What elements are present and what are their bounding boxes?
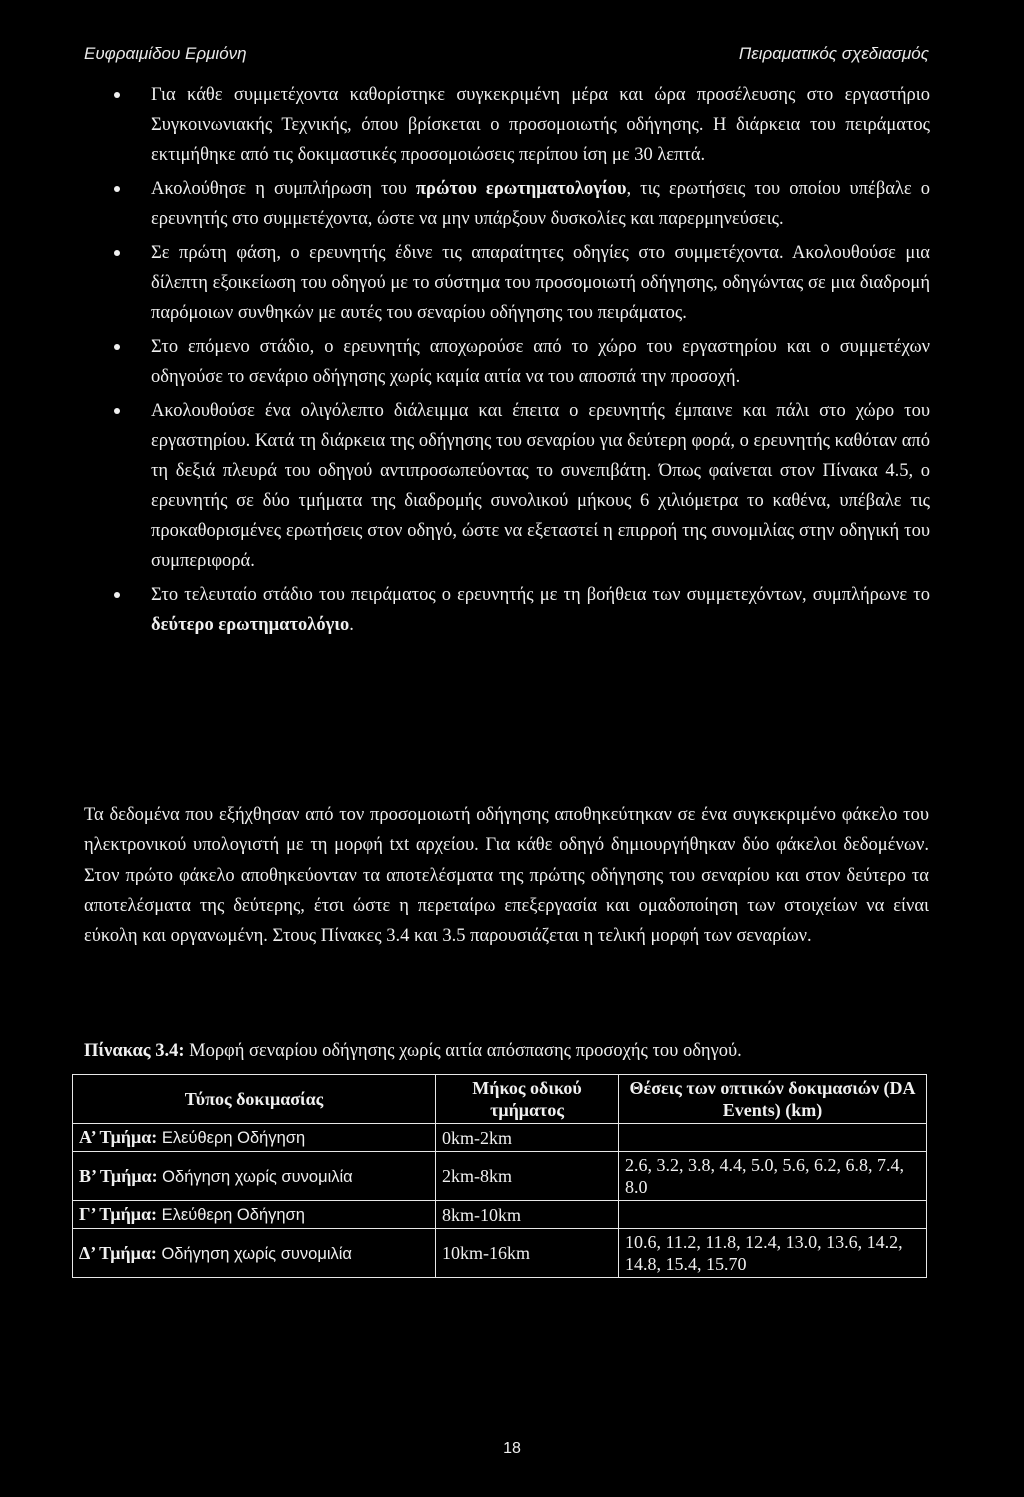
table-caption-label: Πίνακας 3.4: bbox=[84, 1041, 185, 1061]
list-item-text: Για κάθε συμμετέχοντα καθορίστηκε συγκεκριμένη μέρα και ώρα προσέλευσης στο εργαστήριο Συγκοινωνιακής Τεχνικής, όπου βρίσκεται ο προσομοιωτής οδήγησης. Η διάρκεια του πειράματος εκτιμήθηκε από τις δοκιμαστικές προσομοιώσεις περίπου ίση με 30 λεπτά. bbox=[151, 85, 930, 165]
cell-events: 2.6, 3.2, 3.8, 4.4, 5.0, 5.6, 6.2, 6.8, 7.4, 8.0 bbox=[619, 1152, 927, 1201]
segment-label: Γ’ Τμήμα: bbox=[79, 1204, 158, 1224]
cell-test-type bbox=[73, 1229, 436, 1278]
scenario-table bbox=[72, 1074, 927, 1278]
cell-test-type bbox=[73, 1152, 436, 1201]
second-questionnaire-bold: δεύτερο ερωτηματολόγιο bbox=[151, 615, 350, 635]
list-item-text-end: . bbox=[349, 615, 354, 635]
bullet-icon bbox=[114, 250, 120, 256]
procedure-list bbox=[110, 80, 930, 644]
page-number: 18 bbox=[503, 1440, 521, 1457]
segment-label: Α’ Τμήμα: bbox=[79, 1127, 158, 1147]
header-test-type: Τύπος δοκιμασίας bbox=[73, 1075, 436, 1124]
bullet-icon bbox=[114, 186, 120, 192]
body-paragraph: Τα δεδομένα που εξήχθησαν από τον προσομοιωτή οδήγησης αποθηκεύτηκαν σε ένα συγκεκριμένο φάκελο του ηλεκτρονικού υπολογιστή με τη μορφή txt αρχείου. Για κάθε οδηγό δημιουργήθηκαν δύο φάκελοι δεδομένων. Στον πρώτο φάκελο αποθηκεύονταν τα αποτελέσματα της πρώτης οδήγησης του σεναρίου και στον δεύτερο τα αποτελέσματα της δεύτερης, έτσι ώστε η περεταίρω επεξεργασία και ομαδοποίηση των στοιχείων να είναι εύκολη και οργανωμένη. Στους Πίνακες 3.4 και 3.5 παρουσιάζεται η τελική μορφή των σεναρίων. bbox=[84, 805, 929, 947]
header-author: Ευφραιμίδου Ερμιόνη bbox=[84, 44, 247, 63]
page-header bbox=[84, 44, 929, 64]
segment-type: Ελεύθερη Οδήγηση bbox=[157, 1206, 305, 1224]
list-item bbox=[110, 238, 930, 328]
list-item-text: Στο επόμενο στάδιο, ο ερευνητής αποχωρούσε από το χώρο του εργαστηρίου και ο συμμετέχων οδηγούσε το σενάριο οδήγησης χωρίς καμία αιτία να του αποσπά την προσοχή. bbox=[151, 337, 930, 387]
table-row bbox=[73, 1229, 927, 1278]
list-item-text: Σε πρώτη φάση, ο ερευνητής έδινε τις απαραίτητες οδηγίες στο συμμετέχοντα. Ακολουθούσε μια δίλεπτη εξοικείωση του οδηγού με το σύστημα του προσομοιωτή οδήγησης, οδηγώντας σε μια διαδρομή παρόμοιων συνθηκών με αυτές του σεναρίου οδήγησης του πειράματος. bbox=[151, 243, 930, 323]
table-header-row bbox=[73, 1075, 927, 1124]
cell-test-type bbox=[73, 1201, 436, 1229]
cell-length: 8km-10km bbox=[436, 1201, 619, 1229]
table-row bbox=[73, 1201, 927, 1229]
header-section: Πειραματικός σχεδιασμός bbox=[738, 44, 929, 63]
list-item bbox=[110, 80, 930, 170]
list-item-text: Ακολουθούσε ένα ολιγόλεπτο διάλειμμα και έπειτα ο ερευνητής έμπαινε και πάλι στο χώρο του εργαστηρίου. Κατά τη διάρκεια της οδήγησης του σεναρίου για δεύτερη φορά, ο ερευνητής καθόταν από τη δεξιά πλευρά του οδηγού αντιπροσωπεύοντας το συνεπιβάτη. Όπως φαίνεται στον Πίνακα 4.5, ο ερευνητής σε δύο τμήματα της διαδρομής συνολικού μήκους 6 χιλιόμετρα το καθένα, υπέβαλε τις προκαθορισμένες ερωτήσεις στον οδηγό, ώστε να εξεταστεί η επιρροή της συνομιλίας στην οδηγική του συμπεριφορά. bbox=[151, 401, 930, 571]
cell-events bbox=[619, 1201, 927, 1229]
bullet-icon bbox=[114, 408, 120, 414]
list-item bbox=[110, 332, 930, 392]
list-item-text: Ακολούθησε η συμπλήρωση του bbox=[151, 179, 416, 199]
header-segment-length: Μήκος οδικού τμήματος bbox=[436, 1075, 619, 1124]
list-item-text: Στο τελευταίο στάδιο του πειράματος ο ερευνητής με τη βοήθεια των συμμετεχόντων, συμπλήρωνε το bbox=[151, 585, 930, 605]
list-item bbox=[110, 396, 930, 576]
cell-length: 2km-8km bbox=[436, 1152, 619, 1201]
table-row bbox=[73, 1124, 927, 1152]
cell-events bbox=[619, 1124, 927, 1152]
list-item bbox=[110, 580, 930, 640]
table-row bbox=[73, 1152, 927, 1201]
cell-length: 10km-16km bbox=[436, 1229, 619, 1278]
cell-test-type bbox=[73, 1124, 436, 1152]
bullet-icon bbox=[114, 344, 120, 350]
bullet-icon bbox=[114, 92, 120, 98]
cell-length: 0km-2km bbox=[436, 1124, 619, 1152]
segment-type: Οδήγηση χωρίς συνομιλία bbox=[156, 1244, 352, 1263]
list-item bbox=[110, 174, 930, 234]
first-questionnaire-bold: πρώτου ερωτηματολογίου bbox=[415, 179, 627, 199]
table-caption-text: Μορφή σεναρίου οδήγησης χωρίς αιτία απόσπασης προσοχής του οδηγού. bbox=[184, 1041, 742, 1061]
segment-type: Ελεύθερη Οδήγηση bbox=[157, 1129, 306, 1147]
header-da-events: Θέσεις των οπτικών δοκιμασιών (DA Events) (km) bbox=[619, 1075, 927, 1124]
segment-label: Β’ Τμήμα: bbox=[79, 1165, 158, 1186]
segment-type: Οδήγηση χωρίς συνομιλία bbox=[157, 1167, 353, 1186]
bullet-icon bbox=[114, 592, 120, 598]
list-item-text-end: , τις ερωτήσεις του οποίου υπέβαλε ο ερευνητής στο συμμετέχοντα, ώστε να μην υπάρξουν δυσκολίες και παρερμηνεύσεις. bbox=[151, 179, 930, 229]
segment-label: Δ’ Τμήμα: bbox=[79, 1242, 157, 1263]
cell-events: 10.6, 11.2, 11.8, 12.4, 13.0, 13.6, 14.2, 14.8, 15.4, 15.70 bbox=[619, 1229, 927, 1278]
table-caption bbox=[84, 1041, 934, 1062]
